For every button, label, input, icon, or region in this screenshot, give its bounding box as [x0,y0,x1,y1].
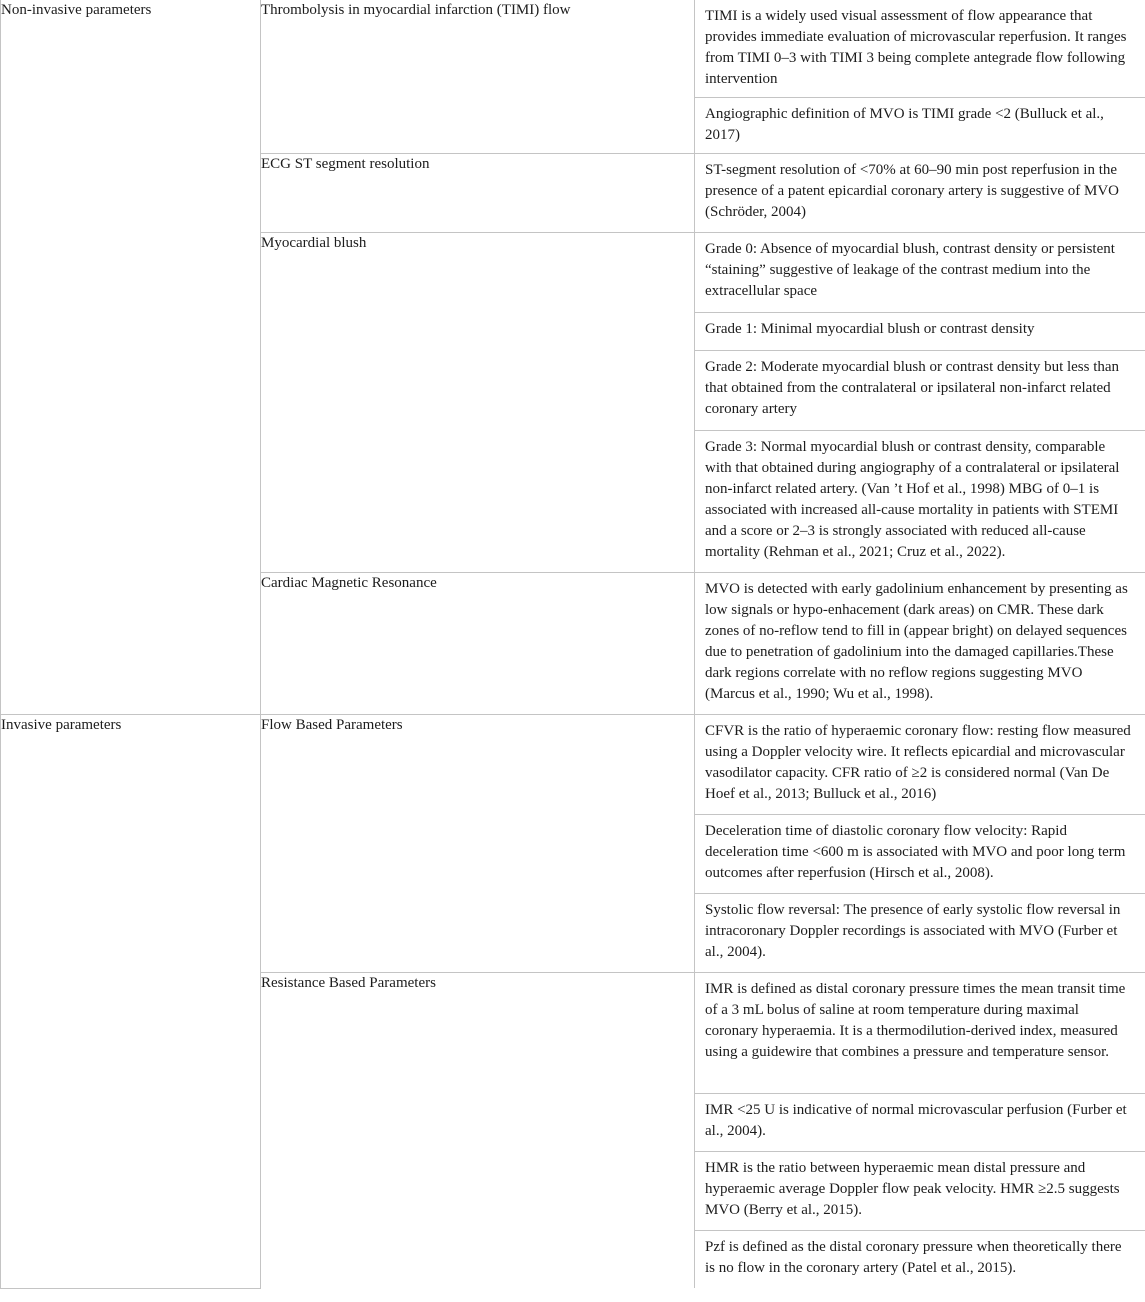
description-text: Systolic flow reversal: The presence of early systolic flow reversal in intracoronary Doppler recordings is associated with MVO (Furber et al., 2004). [695,893,1145,972]
parameter-cell [261,154,695,233]
description-text: IMR is defined as distal coronary pressure times the mean transit time of a 3 mL bolus of saline at room temperature during maximal coronary hyperaemia. It is a thermodilution-derived index, measured using a guidewire that combines a pressure and temperature sensor. [705,981,1126,1060]
parameter-cell [261,0,695,154]
description-text: CFVR is the ratio of hyperaemic coronary flow: resting flow measured using a Doppler velocity wire. It reflects epicardial and microvascular vasodilator capacity. CFR ratio of ≥2 is considered normal (Van De Hoef et al., 2013; Bulluck et al., 2016) [705,723,1131,802]
description-text: Deceleration time of diastolic coronary flow velocity: Rapid deceleration time <600 m is associated with MVO and poor long term outcomes after reperfusion (Hirsch et al., 2008). [695,814,1145,893]
description-text: HMR is the ratio between hyperaemic mean distal pressure and hyperaemic average Doppler flow peak velocity. HMR ≥2.5 suggests MVO (Berry et al., 2015). [695,1151,1145,1230]
parameter-cell [261,573,695,715]
table-row [1,0,1145,154]
table-row [1,715,1145,973]
description-text: Pzf is defined as the distal coronary pressure when theoretically there is no flow in the coronary artery (Patel et al., 2015). [695,1230,1145,1288]
description-text: ST-segment resolution of <70% at 60–90 min post reperfusion in the presence of a patent epicardial coronary artery is suggestive of MVO (Schröder, 2004) [705,162,1120,220]
parameter-cell [261,233,695,573]
description-cell [695,715,1145,973]
description-cell [695,233,1145,573]
description-cell [695,973,1145,1289]
description-text: Grade 3: Normal myocardial blush or contrast density, comparable with that obtained during angiography of a contralateral or ipsilateral non-infarct related artery. (Van ’t Hof et al., 1998) MBG of 0–1 is associated with increased all-cause mortality in patients with STEMI and a score or 2–3 is strongly associated with reduced all-cause mortality (Rehman et al., 2021; Cruz et al., 2022). [695,430,1145,572]
parameter-label: Myocardial blush [261,235,367,251]
description-cell [695,154,1145,233]
parameter-label: Cardiac Magnetic Resonance [261,575,437,591]
category-label: Invasive parameters [1,717,122,733]
category-label: Non-invasive parameters [1,2,152,18]
description-text: Grade 2: Moderate myocardial blush or contrast density but less than that obtained from the contralateral or ipsilateral non-infarct related coronary artery [695,350,1145,430]
description-text: Grade 1: Minimal myocardial blush or contrast density [695,312,1145,350]
description-text: IMR <25 U is indicative of normal microvascular perfusion (Furber et al., 2004). [695,1093,1145,1151]
description-cell [695,0,1145,154]
parameter-cell [261,715,695,973]
description-text: MVO is detected with early gadolinium enhancement by presenting as low signals or hypo-enhacement (dark areas) on CMR. These dark zones of no-reflow tend to fill in (appear bright) on delayed sequences due to penetration of gadolinium into the damaged capillaries.These dark regions correlate with no reflow regions suggesting MVO (Marcus et al., 1990; Wu et al., 1998). [705,581,1128,702]
description-text: Grade 0: Absence of myocardial blush, contrast density or persistent “staining” suggestive of leakage of the contrast medium into the extracellular space [705,241,1115,299]
category-cell [1,0,261,715]
parameter-label: Resistance Based Parameters [261,975,436,991]
description-text: Angiographic definition of MVO is TIMI grade <2 (Bulluck et al., 2017) [695,97,1145,153]
parameter-label: Thrombolysis in myocardial infarction (TIMI) flow [261,2,571,18]
category-cell [1,715,261,1289]
parameter-label: ECG ST segment resolution [261,156,430,172]
description-text: TIMI is a widely used visual assessment of flow appearance that provides immediate evaluation of microvascular reperfusion. It ranges from TIMI 0–3 with TIMI 3 being complete antegrade flow following intervention [705,8,1127,87]
parameter-label: Flow Based Parameters [261,717,403,733]
description-cell [695,573,1145,715]
parameter-cell [261,973,695,1289]
